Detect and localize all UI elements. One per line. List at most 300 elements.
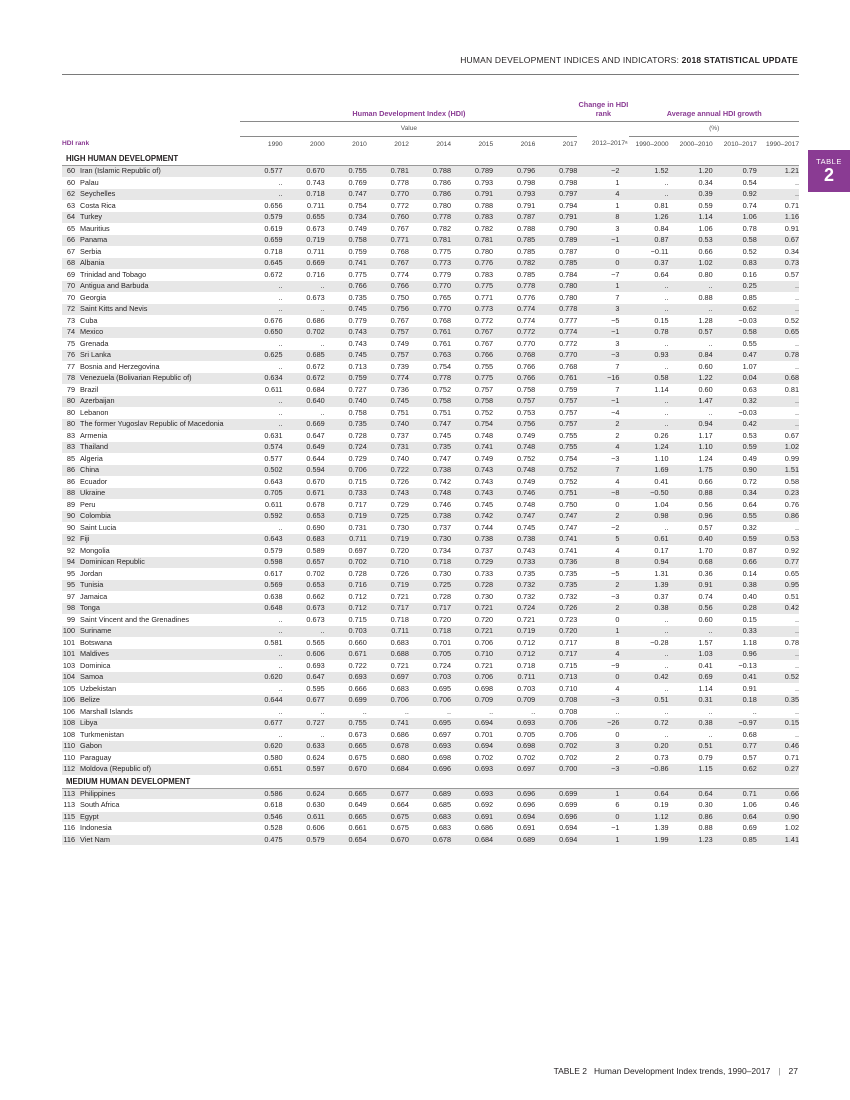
- hdi-growth-cell: −0.03: [713, 315, 757, 327]
- hdi-value-cell: 0.475: [240, 834, 282, 845]
- hdi-growth-cell: 1.17: [669, 430, 713, 442]
- hdi-value-cell: 0.669: [283, 258, 325, 270]
- hdi-rank-cell: 77: [62, 361, 80, 373]
- hdi-growth-cell: 0.95: [757, 580, 799, 592]
- hdi-value-cell: 0.528: [240, 823, 282, 835]
- side-tab-label: TABLE: [816, 157, 842, 166]
- hdi-value-cell: 0.713: [535, 672, 577, 684]
- hdi-growth-cell: ..: [757, 361, 799, 373]
- column-header-hdi-rank: HDI rank: [62, 140, 90, 148]
- country-name-cell: Sri Lanka: [80, 350, 240, 362]
- rank-change-cell: 5: [577, 534, 629, 546]
- table-row: [62, 246, 799, 258]
- hdi-rank-cell: 104: [62, 672, 80, 684]
- rank-change-cell: 4: [577, 649, 629, 661]
- hdi-growth-cell: ..: [629, 304, 668, 316]
- hdi-value-cell: ..: [283, 338, 325, 350]
- hdi-value-cell: 0.661: [325, 823, 367, 835]
- hdi-value-cell: 0.630: [283, 800, 325, 812]
- hdi-growth-cell: ..: [629, 338, 668, 350]
- hdi-value-cell: 0.774: [535, 327, 577, 339]
- hdi-value-cell: 0.767: [367, 223, 409, 235]
- hdi-value-cell: 0.657: [283, 557, 325, 569]
- table-row: [62, 177, 799, 189]
- hdi-value-cell: 0.717: [409, 603, 451, 615]
- hdi-rank-cell: 78: [62, 373, 80, 385]
- hdi-growth-cell: −0.03: [713, 407, 757, 419]
- hdi-value-cell: 0.705: [493, 729, 535, 741]
- hdi-value-cell: 0.670: [325, 764, 367, 776]
- hdi-value-cell: 0.696: [535, 811, 577, 823]
- country-name-cell: Fiji: [80, 534, 240, 546]
- hdi-value-cell: 0.684: [283, 384, 325, 396]
- hdi-value-cell: 0.695: [409, 683, 451, 695]
- hdi-value-cell: 0.749: [367, 338, 409, 350]
- hdi-growth-cell: 0.47: [713, 350, 757, 362]
- hdi-value-cell: 0.758: [493, 384, 535, 396]
- hdi-value-cell: 0.719: [325, 511, 367, 523]
- hdi-value-cell: 0.693: [493, 718, 535, 730]
- hdi-growth-cell: 0.78: [713, 223, 757, 235]
- hdi-value-cell: 0.756: [493, 419, 535, 431]
- rank-change-cell: 0: [577, 811, 629, 823]
- rank-change-cell: 0: [577, 258, 629, 270]
- hdi-value-cell: ..: [493, 706, 535, 718]
- hdi-growth-cell: 0.72: [713, 476, 757, 488]
- table-row: [62, 476, 799, 488]
- table-row: [62, 304, 799, 316]
- hdi-growth-cell: ..: [669, 407, 713, 419]
- hdi-growth-cell: ..: [629, 189, 668, 201]
- hdi-rank-cell: 99: [62, 614, 80, 626]
- hdi-value-cell: 0.675: [325, 752, 367, 764]
- rank-change-cell: 4: [577, 189, 629, 201]
- hdi-value-cell: 0.686: [283, 315, 325, 327]
- hdi-value-cell: 0.782: [409, 223, 451, 235]
- hdi-value-cell: 0.647: [283, 672, 325, 684]
- hdi-rank-cell: 80: [62, 419, 80, 431]
- hdi-value-cell: 0.669: [283, 419, 325, 431]
- country-name-cell: Turkmenistan: [80, 729, 240, 741]
- hdi-growth-cell: ..: [757, 522, 799, 534]
- hdi-value-cell: 0.748: [493, 499, 535, 511]
- country-name-cell: Azerbaijan: [80, 396, 240, 408]
- column-header: 2010–2017: [723, 140, 757, 148]
- hdi-value-cell: 0.747: [409, 419, 451, 431]
- hdi-value-cell: 0.718: [493, 660, 535, 672]
- hdi-value-cell: 0.788: [409, 166, 451, 178]
- hdi-value-cell: 0.724: [325, 442, 367, 454]
- hdi-growth-cell: ..: [757, 649, 799, 661]
- country-name-cell: Panama: [80, 235, 240, 247]
- hdi-growth-cell: 0.66: [669, 476, 713, 488]
- hdi-value-cell: 0.706: [535, 729, 577, 741]
- hdi-value-cell: 0.790: [535, 223, 577, 235]
- column-header: 2000: [310, 140, 325, 148]
- hdi-value-cell: 0.780: [535, 281, 577, 293]
- hdi-value-cell: 0.758: [451, 396, 493, 408]
- hdi-value-cell: 0.698: [409, 752, 451, 764]
- table-row: [62, 706, 799, 718]
- hdi-value-cell: 0.772: [535, 338, 577, 350]
- country-name-cell: Georgia: [80, 292, 240, 304]
- table-row: [62, 811, 799, 823]
- hdi-growth-cell: 0.91: [757, 223, 799, 235]
- hdi-growth-cell: 0.83: [713, 258, 757, 270]
- table-row: [62, 235, 799, 247]
- hdi-rank-cell: 80: [62, 407, 80, 419]
- hdi-value-cell: 0.721: [493, 614, 535, 626]
- hdi-growth-cell: 0.38: [713, 580, 757, 592]
- country-name-cell: Viet Nam: [80, 834, 240, 845]
- hdi-growth-cell: 1.02: [757, 442, 799, 454]
- hdi-growth-cell: ..: [629, 281, 668, 293]
- country-name-cell: Trinidad and Tobago: [80, 269, 240, 281]
- hdi-value-cell: 0.643: [240, 534, 282, 546]
- table-row: [62, 764, 799, 776]
- hdi-value-cell: 0.727: [325, 384, 367, 396]
- country-name-cell: Philippines: [80, 788, 240, 800]
- hdi-value-cell: 0.743: [451, 465, 493, 477]
- hdi-value-cell: 0.769: [325, 177, 367, 189]
- hdi-value-cell: 0.644: [240, 695, 282, 707]
- hdi-growth-cell: 0.34: [757, 246, 799, 258]
- hdi-value-cell: 0.670: [367, 834, 409, 845]
- hdi-growth-cell: 1.39: [629, 580, 668, 592]
- hdi-growth-cell: 1.69: [629, 465, 668, 477]
- hdi-growth-cell: ..: [669, 338, 713, 350]
- column-header: 1990–2017: [765, 140, 799, 148]
- hdi-value-cell: 0.757: [535, 419, 577, 431]
- rank-change-cell: −3: [577, 453, 629, 465]
- country-name-cell: Saint Kitts and Nevis: [80, 304, 240, 316]
- hdi-value-cell: 0.649: [325, 800, 367, 812]
- hdi-value-cell: ..: [240, 649, 282, 661]
- hdi-growth-cell: 0.73: [629, 752, 668, 764]
- country-name-cell: Uzbekistan: [80, 683, 240, 695]
- hdi-growth-cell: 0.60: [669, 614, 713, 626]
- hdi-value-cell: 0.722: [325, 660, 367, 672]
- hdi-growth-cell: ..: [629, 729, 668, 741]
- hdi-growth-cell: 0.42: [713, 419, 757, 431]
- hdi-value-cell: 0.793: [451, 177, 493, 189]
- hdi-rank-cell: 113: [62, 800, 80, 812]
- hdi-value-cell: 0.778: [493, 281, 535, 293]
- hdi-value-cell: 0.708: [535, 706, 577, 718]
- hdi-value-cell: 0.750: [367, 292, 409, 304]
- hdi-value-cell: 0.592: [240, 511, 282, 523]
- hdi-value-cell: 0.747: [409, 453, 451, 465]
- hdi-growth-cell: 0.33: [713, 626, 757, 638]
- hdi-growth-cell: 1.12: [629, 811, 668, 823]
- hdi-growth-cell: 0.68: [757, 373, 799, 385]
- hdi-value-cell: 0.768: [493, 350, 535, 362]
- hdi-value-cell: 0.731: [325, 522, 367, 534]
- hdi-value-cell: 0.701: [409, 637, 451, 649]
- hdi-growth-cell: ..: [669, 706, 713, 718]
- rank-change-cell: −4: [577, 407, 629, 419]
- hdi-value-cell: 0.772: [493, 327, 535, 339]
- hdi-value-cell: 0.778: [409, 212, 451, 224]
- hdi-value-cell: 0.782: [493, 258, 535, 270]
- country-name-cell: Albania: [80, 258, 240, 270]
- hdi-growth-cell: 0.04: [713, 373, 757, 385]
- hdi-trends-table: [62, 100, 799, 845]
- hdi-rank-cell: 95: [62, 580, 80, 592]
- hdi-value-cell: 0.737: [451, 545, 493, 557]
- hdi-value-cell: 0.740: [367, 419, 409, 431]
- hdi-value-cell: ..: [240, 522, 282, 534]
- hdi-value-cell: 0.759: [535, 384, 577, 396]
- hdi-growth-cell: 0.80: [669, 269, 713, 281]
- hdi-growth-cell: 0.34: [713, 488, 757, 500]
- hdi-value-cell: 0.624: [283, 788, 325, 800]
- hdi-rank-cell: 116: [62, 834, 80, 845]
- hdi-growth-cell: 0.46: [757, 741, 799, 753]
- rank-change-cell: 3: [577, 304, 629, 316]
- hdi-rank-cell: 98: [62, 603, 80, 615]
- hdi-growth-cell: 0.59: [713, 534, 757, 546]
- table-row: [62, 823, 799, 835]
- rank-change-cell: 4: [577, 545, 629, 557]
- hdi-growth-cell: 0.36: [669, 568, 713, 580]
- hdi-value-cell: 0.755: [451, 361, 493, 373]
- rank-change-cell: −5: [577, 315, 629, 327]
- rank-change-cell: 3: [577, 741, 629, 753]
- hdi-growth-cell: 1.16: [757, 212, 799, 224]
- hdi-value-cell: 0.720: [409, 614, 451, 626]
- hdi-value-cell: 0.785: [493, 269, 535, 281]
- hdi-value-cell: 0.651: [240, 764, 282, 776]
- table-row: [62, 407, 799, 419]
- hdi-growth-cell: 0.74: [669, 591, 713, 603]
- hdi-value-cell: 0.748: [493, 465, 535, 477]
- hdi-value-cell: 0.798: [493, 177, 535, 189]
- hdi-growth-cell: ..: [629, 361, 668, 373]
- hdi-rank-cell: 106: [62, 706, 80, 718]
- hdi-growth-cell: 1.28: [669, 315, 713, 327]
- hdi-value-cell: ..: [240, 614, 282, 626]
- rank-change-cell: −3: [577, 764, 629, 776]
- hdi-value-cell: 0.781: [451, 235, 493, 247]
- hdi-value-cell: 0.732: [535, 591, 577, 603]
- hdi-value-cell: 0.617: [240, 568, 282, 580]
- hdi-value-cell: 0.502: [240, 465, 282, 477]
- hdi-value-cell: 0.766: [493, 373, 535, 385]
- rank-change-cell: −7: [577, 269, 629, 281]
- hdi-growth-cell: 1.22: [669, 373, 713, 385]
- hdi-value-cell: 0.665: [325, 811, 367, 823]
- country-name-cell: Mauritius: [80, 223, 240, 235]
- hdi-value-cell: 0.665: [325, 741, 367, 753]
- hdi-value-cell: 0.741: [451, 442, 493, 454]
- hdi-growth-cell: 0.23: [757, 488, 799, 500]
- hdi-growth-cell: 0.51: [669, 741, 713, 753]
- rank-change-cell: 7: [577, 292, 629, 304]
- hdi-value-cell: 0.755: [535, 430, 577, 442]
- hdi-value-cell: 0.733: [493, 557, 535, 569]
- hdi-value-cell: ..: [283, 304, 325, 316]
- hdi-rank-cell: 105: [62, 683, 80, 695]
- hdi-value-cell: ..: [451, 706, 493, 718]
- hdi-value-cell: 0.716: [325, 580, 367, 592]
- hdi-value-cell: 0.758: [325, 407, 367, 419]
- country-name-cell: Serbia: [80, 246, 240, 258]
- hdi-value-cell: 0.705: [409, 649, 451, 661]
- hdi-value-cell: 0.738: [493, 534, 535, 546]
- hdi-value-cell: 0.745: [493, 522, 535, 534]
- hdi-value-cell: 0.689: [493, 834, 535, 845]
- footer-table-title: Human Development Index trends, 1990–2017: [594, 1066, 771, 1076]
- hdi-value-cell: 0.718: [409, 557, 451, 569]
- hdi-value-cell: ..: [283, 626, 325, 638]
- table-row: [62, 315, 799, 327]
- hdi-growth-cell: ..: [757, 304, 799, 316]
- hdi-value-cell: 0.735: [493, 568, 535, 580]
- hdi-value-cell: 0.634: [240, 373, 282, 385]
- hdi-value-cell: 0.693: [283, 660, 325, 672]
- hdi-value-cell: 0.751: [409, 407, 451, 419]
- hdi-value-cell: 0.767: [367, 315, 409, 327]
- hdi-value-cell: 0.720: [367, 545, 409, 557]
- hdi-value-cell: 0.702: [535, 752, 577, 764]
- hdi-growth-cell: 0.14: [713, 568, 757, 580]
- table-row: [62, 729, 799, 741]
- hdi-value-cell: 0.763: [409, 350, 451, 362]
- hdi-value-cell: ..: [283, 706, 325, 718]
- hdi-value-cell: 0.770: [409, 304, 451, 316]
- hdi-growth-cell: −0.97: [713, 718, 757, 730]
- country-name-cell: Botswana: [80, 637, 240, 649]
- hdi-value-cell: ..: [240, 396, 282, 408]
- hdi-growth-cell: ..: [757, 281, 799, 293]
- hdi-rank-cell: 108: [62, 718, 80, 730]
- hdi-value-cell: 0.791: [535, 212, 577, 224]
- hdi-growth-cell: 0.55: [713, 338, 757, 350]
- hdi-value-cell: 0.752: [493, 453, 535, 465]
- hdi-value-cell: 0.678: [409, 834, 451, 845]
- hdi-growth-cell: 0.64: [713, 811, 757, 823]
- hdi-rank-cell: 112: [62, 764, 80, 776]
- hdi-growth-cell: 0.42: [757, 603, 799, 615]
- section-header-row: [62, 153, 799, 166]
- hdi-value-cell: 0.619: [240, 223, 282, 235]
- hdi-value-cell: 0.706: [367, 695, 409, 707]
- hdi-value-cell: 0.770: [493, 338, 535, 350]
- hdi-value-cell: 0.798: [535, 177, 577, 189]
- hdi-growth-cell: 0.78: [629, 327, 668, 339]
- hdi-growth-cell: 0.54: [713, 177, 757, 189]
- table-row: [62, 637, 799, 649]
- hdi-value-cell: 0.644: [283, 453, 325, 465]
- hdi-rank-cell: 90: [62, 522, 80, 534]
- hdi-value-cell: 0.606: [283, 823, 325, 835]
- hdi-rank-cell: 66: [62, 235, 80, 247]
- hdi-value-cell: 0.778: [409, 373, 451, 385]
- hdi-value-cell: 0.776: [493, 292, 535, 304]
- hdi-value-cell: 0.770: [535, 350, 577, 362]
- hdi-growth-cell: 0.84: [669, 350, 713, 362]
- hdi-value-cell: ..: [240, 361, 282, 373]
- page-header-title: [460, 55, 798, 65]
- hdi-value-cell: 0.710: [535, 683, 577, 695]
- hdi-value-cell: 0.743: [451, 488, 493, 500]
- hdi-value-cell: 0.625: [240, 350, 282, 362]
- hdi-growth-cell: 1.14: [669, 683, 713, 695]
- hdi-growth-cell: 0.34: [669, 177, 713, 189]
- hdi-growth-cell: 1.15: [669, 764, 713, 776]
- hdi-rank-cell: 60: [62, 177, 80, 189]
- hdi-growth-cell: 0.32: [713, 522, 757, 534]
- hdi-value-cell: 0.798: [535, 166, 577, 178]
- hdi-growth-cell: 0.41: [713, 672, 757, 684]
- hdi-value-cell: 0.671: [325, 649, 367, 661]
- header-title-bold: 2018 STATISTICAL UPDATE: [681, 55, 798, 65]
- hdi-value-cell: 0.694: [493, 811, 535, 823]
- rank-change-cell: 2: [577, 430, 629, 442]
- table-row: [62, 223, 799, 235]
- hdi-growth-cell: ..: [757, 407, 799, 419]
- hdi-growth-cell: 1.02: [669, 258, 713, 270]
- hdi-growth-cell: 1.03: [669, 649, 713, 661]
- hdi-value-cell: 0.729: [451, 557, 493, 569]
- rank-change-cell: 3: [577, 338, 629, 350]
- hdi-growth-cell: ..: [669, 626, 713, 638]
- hdi-growth-cell: ..: [757, 683, 799, 695]
- hdi-value-cell: 0.694: [535, 834, 577, 845]
- hdi-value-cell: 0.743: [325, 338, 367, 350]
- hdi-growth-cell: 0.57: [713, 752, 757, 764]
- hdi-value-cell: 0.719: [283, 235, 325, 247]
- footer-table-label: TABLE 2: [553, 1066, 587, 1076]
- hdi-growth-cell: 0.41: [669, 660, 713, 672]
- hdi-value-cell: 0.789: [451, 166, 493, 178]
- hdi-growth-cell: 0.35: [757, 695, 799, 707]
- hdi-value-cell: ..: [283, 407, 325, 419]
- hdi-value-cell: 0.741: [535, 545, 577, 557]
- rank-change-cell: −3: [577, 695, 629, 707]
- country-name-cell: Maldives: [80, 649, 240, 661]
- hdi-value-cell: 0.720: [535, 626, 577, 638]
- hdi-value-cell: 0.698: [493, 741, 535, 753]
- hdi-value-cell: 0.787: [493, 212, 535, 224]
- hdi-value-cell: 0.702: [283, 568, 325, 580]
- hdi-growth-cell: −0.50: [629, 488, 668, 500]
- hdi-value-cell: 0.673: [283, 223, 325, 235]
- hdi-value-cell: ..: [240, 304, 282, 316]
- hdi-value-cell: 0.691: [451, 811, 493, 823]
- hdi-growth-cell: 1.06: [669, 223, 713, 235]
- table-row: [62, 568, 799, 580]
- rank-change-cell: 7: [577, 465, 629, 477]
- hdi-value-cell: 0.706: [451, 672, 493, 684]
- table-row: [62, 499, 799, 511]
- country-name-cell: Dominican Republic: [80, 557, 240, 569]
- hdi-value-cell: 0.733: [451, 568, 493, 580]
- hdi-rank-cell: 70: [62, 292, 80, 304]
- hdi-value-cell: 0.743: [283, 177, 325, 189]
- hdi-value-cell: 0.766: [451, 350, 493, 362]
- hdi-value-cell: ..: [409, 706, 451, 718]
- hdi-value-cell: 0.710: [367, 557, 409, 569]
- hdi-value-cell: 0.589: [283, 545, 325, 557]
- hdi-value-cell: ..: [240, 660, 282, 672]
- hdi-value-cell: 0.728: [325, 568, 367, 580]
- hdi-growth-cell: 0.16: [713, 269, 757, 281]
- hdi-value-cell: 0.785: [493, 235, 535, 247]
- hdi-value-cell: 0.694: [451, 718, 493, 730]
- hdi-value-cell: 0.686: [451, 823, 493, 835]
